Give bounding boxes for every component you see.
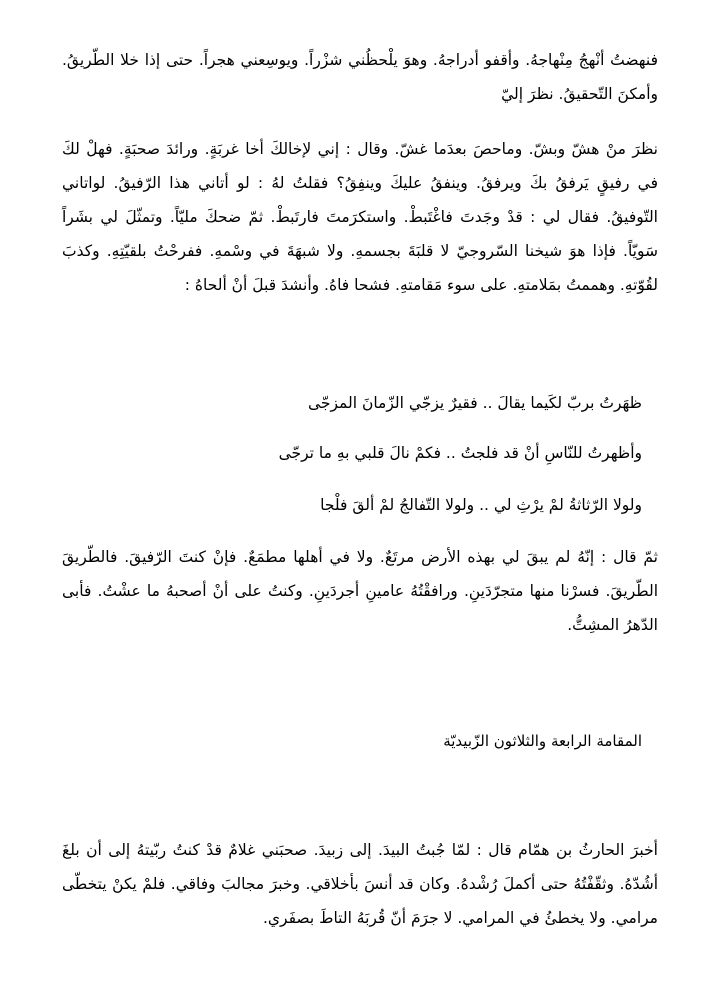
verse-line-2: وأظهرتُ للنّاسِ أنْ قد فلجتُ .. فكمْ نالَ قلبي بهِ ما ترجّى (278, 444, 642, 462)
paragraph-section-start: أخبرَ الحارثُ بن همّام قال : لمّا جُبتُ البيدَ. إلى زبيدَ. صحبَني غلامٌ قدْ كنتُ ربّيتهُ إلى أن بلغَ أشُدّهُ. وثقّفْتُهُ حتى أكملَ رُشْدهُ. وكان قد أنسَ بأخلاقي. وخبرَ مجالبَ وفاقي. فلمْ يكنْ يتخطّى مرامي. ولا يخطئُ في المرامي. لا جرَمَ أنّ قُربَهُ التاطَ بصفَري. (62, 841, 658, 927)
paragraph-departure: ثمّ قال : إنّهُ لم يبقَ لي بهذه الأرض مرتَعٌ. ولا في أهلها مطمَعٌ. فإنْ كنتَ الرّفيقَ. فالطّريقَ الطّريقَ. فسرْنا منها متجرّدَينِ. ورافقْتُهُ عامينِ أجردَينِ. وكنتُ على أنْ أصحبهُ ما عشْتُ. فأبى الدّهرُ المشِتُّ. (62, 548, 658, 634)
verse-line-1: ظهَرتُ بربّ لكَيما يقالَ .. فقيرٌ يزجّي الزّمانَ المزجّى (307, 394, 642, 412)
paragraph-opening: فنهضتُ أنْهجُ مِنْهاجهُ. وأقفو أدراجهُ. وهوَ يلْحظُني شزْراً. ويوسِعني هجراً. حتى إذا خلا الطّريقُ. وأمكنَ التّحقيقُ. نظرَ إليّ (62, 51, 658, 103)
paragraph-meeting: نظرَ منْ هشّ وبشّ. وماحصَ بعدَما غشّ. وقال : إني لإخالكَ أخا غربَةٍ. ورائدَ صحبَةٍ. فهلْ لكَ في رفيقٍ يَرفقُ بكَ ويرفقُ. وينفقُ عليكَ وينفِقُ؟ فقلتُ لهُ : لو أتاني هذا الرّفيقُ. لواتاني التّوفيقُ. فقال لي : قدْ وجَدتَ فاغْتَبطْ. واستكرَمتَ فارتَبطْ. ثمّ ضحكَ مليّاً. وتمثّلَ لي بشَراً سَويّاً. فإذا هوَ شيخنا السّروجيّ لا قلبَةَ بجسمهِ. ولا شبهَةَ في وسْمهِ. ففرحْتُ بلقيّتِهِ. وكذبَ لقُوّتهِ. وهممتُ بمَلامتهِ. على سوء مَقامتهِ. فشحا فاهُ. وأنشدَ قبلَ أنْ ألحاهُ : (62, 140, 658, 294)
verse-line-3: ولولا الرّثاثةُ لمْ يرْثِ لي .. ولولا التّفالجُ لمْ ألقَ فلْجا (320, 496, 642, 514)
section-heading: المقامة الرابعة والثلاثون الزّبيديّة (443, 732, 642, 750)
